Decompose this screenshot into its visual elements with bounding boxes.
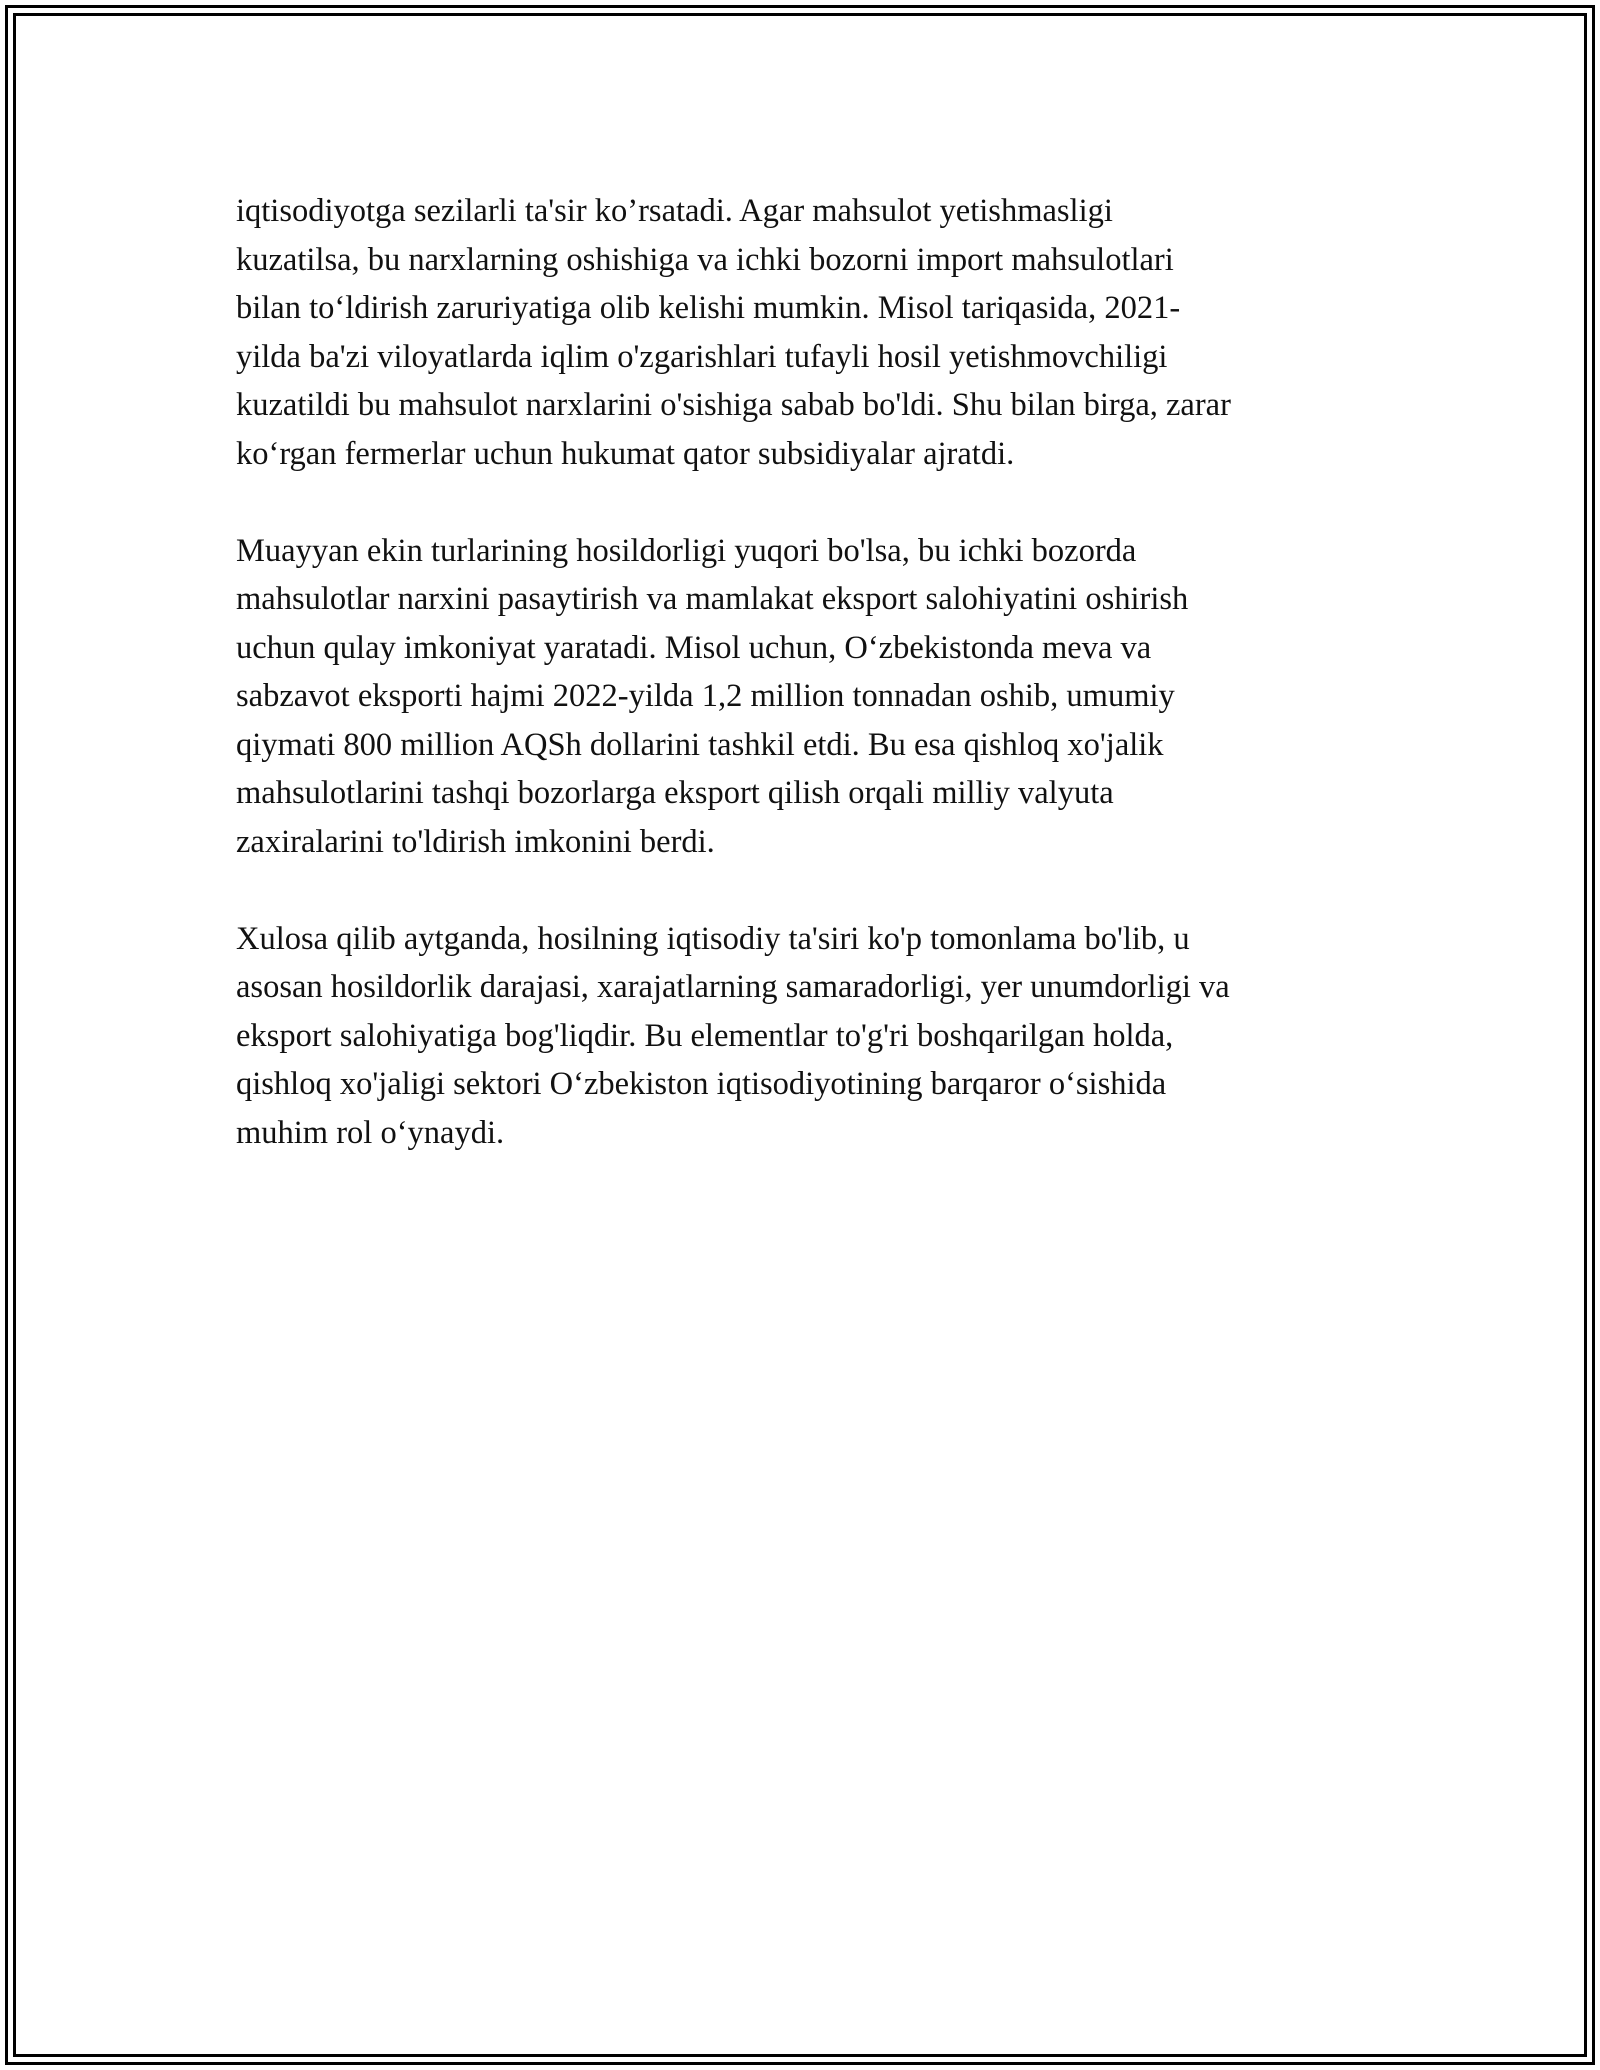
- paragraph-3: Xulosa qilib aytganda, hosilning iqtisodiy ta'siri ko'p tomonlama bo'lib, u asosan hosildorlik darajasi, xarajatlarning samaradorligi, yer unumdorligi va eksport salohiyatiga bog'liqdir. Bu elementlar to'g'ri boshqarilgan holda, qishloq xo'jaligi sektori O‘zbekiston iqtisodiyotining barqaror o‘sishida muhim rol o‘ynaydi.: [236, 920, 1230, 1151]
- document-body: [236, 187, 1366, 1206]
- paragraph-2: Muayyan ekin turlarining hosildorligi yuqori bo'lsa, bu ichki bozorda mahsulotlar narxini pasaytirish va mamlakat eksport salohiyatini oshirish uchun qulay imkoniyat yaratadi. Misol uchun, O‘zbekistonda meva va sabzavot eksporti hajmi 2022-yilda 1,2 million tonnadan oshib, umumiy qiymati 800 million AQSh dollarini tashkil etdi. Bu esa qishloq xo'jalik mahsulotlarini tashqi bozorlarga eksport qilish orqali milliy valyuta zaxiralarini to'ldirish imkonini berdi.: [236, 532, 1189, 860]
- paragraph-1: iqtisodiyotga sezilarli ta'sir ko’rsatadi. Agar mahsulot yetishmasligi kuzatilsa, bu narxlarning oshishiga va ichki bozorni import mahsulotlari bilan to‘ldirish zaruriyatiga olib kelishi mumkin. Misol tariqasida, 2021- yilda ba'zi viloyatlarda iqlim o'zgarishlari tufayli hosil yetishmovchiligi kuzatildi bu mahsulot narxlarini o'sishiga sabab bo'ldi. Shu bilan birga, zarar ko‘rgan fermerlar uchun hukumat qator subsidiyalar ajratdi.: [236, 193, 1231, 472]
